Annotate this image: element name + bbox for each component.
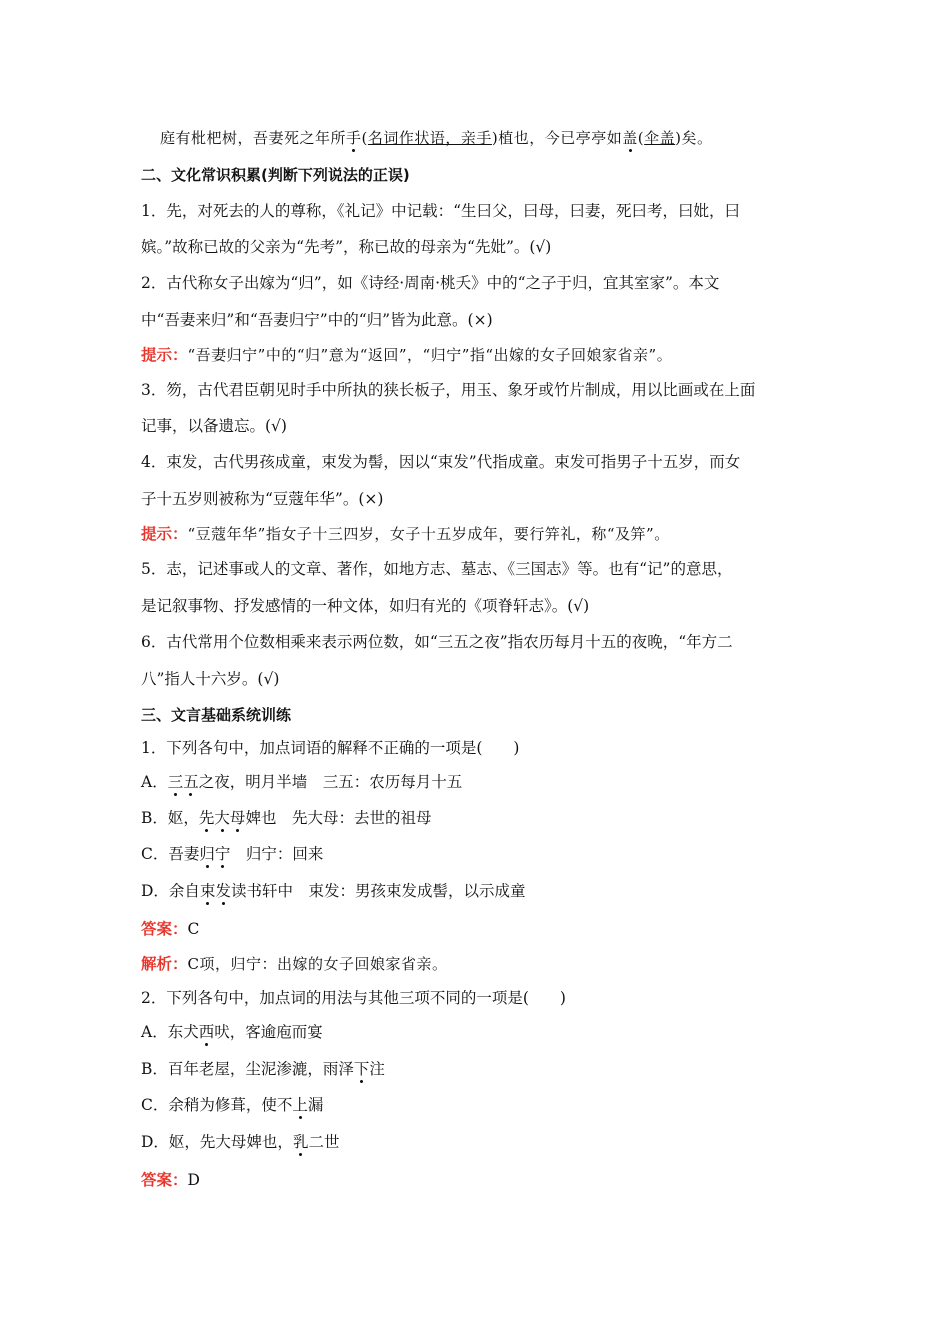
intro-text: )植也，今已亭亭如 <box>491 129 623 147</box>
hint-text: “吾妻归宁”中的“归”意为“返回”，“归宁”指“出嫁的女子回娘家省亲”。 <box>187 346 673 364</box>
item-line: 3．笏，古代君臣朝见时手中所执的狭长板子，用玉、象牙或竹片制成，用以比画或在上面 <box>141 381 756 399</box>
option-text: B．妪， <box>141 809 199 827</box>
dotted-word: 盖 <box>622 129 638 147</box>
item-line: 记事，以备遗忘。(√) <box>141 417 287 435</box>
section-heading: 三、文言基础系统训练 <box>141 706 292 724</box>
option-text: 婢也 先大母：去世的祖母 <box>245 809 432 827</box>
item-line: 6．古代常用个位数相乘来表示两位数，如“三五之夜”指农历每月十五的夜晚，“年方二 <box>141 633 733 651</box>
paren: ( <box>361 129 368 147</box>
question-stem: 2．下列各句中，加点词的用法与其他三项不同的一项是( ) <box>141 989 566 1007</box>
annotation: 伞盖 <box>644 129 676 147</box>
option-a <box>141 772 821 792</box>
dotted-word: 下 <box>353 1060 370 1078</box>
hint-line <box>141 524 821 544</box>
dotted-word: 母 <box>229 809 246 827</box>
option-c <box>141 1095 821 1115</box>
option-text: 二世 <box>308 1133 340 1151</box>
option-text: D．妪，先大母婢也， <box>141 1133 293 1151</box>
dotted-word: 大 <box>214 809 230 827</box>
dotted-word: 上 <box>292 1096 308 1114</box>
item-line: 1．先，对死去的人的尊称，《礼记》中记载：“生曰父，曰母，曰妻，死曰考，曰妣，曰 <box>141 202 741 220</box>
option-text: 之夜，明月半墙 三五：农历每月十五 <box>198 773 463 791</box>
item-line: 2．古代称女子出嫁为“归”，如《诗经·周南·桃夭》中的“之子于归，宜其室家”。本文 <box>141 274 720 292</box>
option-text: D．余自 <box>141 882 200 900</box>
item-line: 4．束发，古代男孩成童，束发为髻，因以“束发”代指成童。束发可指男子十五岁，而女 <box>141 453 741 471</box>
item-line: 八”指人十六岁。(√) <box>141 670 280 688</box>
answer-line <box>141 1170 821 1190</box>
option-d <box>141 1132 821 1152</box>
dotted-word: 宁 <box>214 845 231 863</box>
annotation: 名词作状语，亲手 <box>367 129 492 147</box>
option-b <box>141 1059 821 1079</box>
hint-text: “豆蔻年华”指女子十三四岁，女子十五岁成年，要行笄礼，称“及笄”。 <box>187 525 670 543</box>
option-text: C．吾妻 <box>141 845 200 863</box>
section-heading: 二、文化常识积累(判断下列说法的正误) <box>141 166 410 184</box>
option-text: A． <box>141 773 168 791</box>
analysis-label: 解析： <box>141 955 188 973</box>
option-text: 注 <box>369 1060 385 1078</box>
option-d <box>141 881 821 901</box>
answer-label: 答案： <box>141 920 188 938</box>
item-line: 嫔。”故称已故的父亲为“先考”，称已故的母亲为“先妣”。(√) <box>141 238 552 256</box>
item-line: 子十五岁则被称为“豆蔻年华”。(×) <box>141 490 384 508</box>
hint-label: 提示： <box>141 525 188 543</box>
option-a <box>141 1022 821 1042</box>
dotted-word: 五 <box>183 773 199 791</box>
intro-line <box>160 128 840 148</box>
dotted-word: 手 <box>346 129 362 147</box>
intro-text: 庭有枇杷树，吾妻死之年所 <box>160 129 347 147</box>
question-stem: 1．下列各句中，加点词语的解释不正确的一项是( ) <box>141 739 520 757</box>
paren: ( <box>637 129 645 147</box>
intro-text: )矣。 <box>675 129 713 147</box>
answer-value: D <box>187 1171 200 1189</box>
option-text: 漏 <box>307 1096 324 1114</box>
dotted-word: 归 <box>199 845 215 863</box>
analysis-text: C项，归宁：出嫁的女子回娘家省亲。 <box>187 955 448 973</box>
option-text: 归宁：回来 <box>230 845 324 863</box>
option-text: B．百年老屋，尘泥渗漉，雨泽 <box>141 1060 354 1078</box>
item-line: 5．志，记述事或人的文章、著作，如地方志、墓志、《三国志》等。也有“记”的意思， <box>141 560 733 578</box>
dotted-word: 三 <box>167 773 184 791</box>
hint-line <box>141 345 821 365</box>
dotted-word: 西 <box>198 1023 215 1041</box>
option-text: 读书轩中 束发：男孩束发成髻，以示成童 <box>230 882 526 900</box>
option-text: C．余稍为修葺，使不 <box>141 1096 293 1114</box>
answer-value: C <box>187 920 200 938</box>
answer-line <box>141 919 821 939</box>
option-text: A．东犬 <box>141 1023 199 1041</box>
dotted-word: 束 <box>199 882 216 900</box>
option-b <box>141 808 821 828</box>
dotted-word: 乳 <box>292 1133 309 1151</box>
hint-label: 提示： <box>141 346 188 364</box>
option-text: 吠，客逾庖而宴 <box>214 1023 323 1041</box>
analysis-line <box>141 954 821 974</box>
answer-label: 答案： <box>141 1171 188 1189</box>
option-c <box>141 844 821 864</box>
dotted-word: 发 <box>215 882 231 900</box>
dotted-word: 先 <box>198 809 215 827</box>
item-line: 中“吾妻来归”和“吾妻归宁”中的“归”皆为此意。(×) <box>141 311 493 329</box>
item-line: 是记叙事物、抒发感情的一种文体，如归有光的《项脊轩志》。(√) <box>141 597 590 615</box>
